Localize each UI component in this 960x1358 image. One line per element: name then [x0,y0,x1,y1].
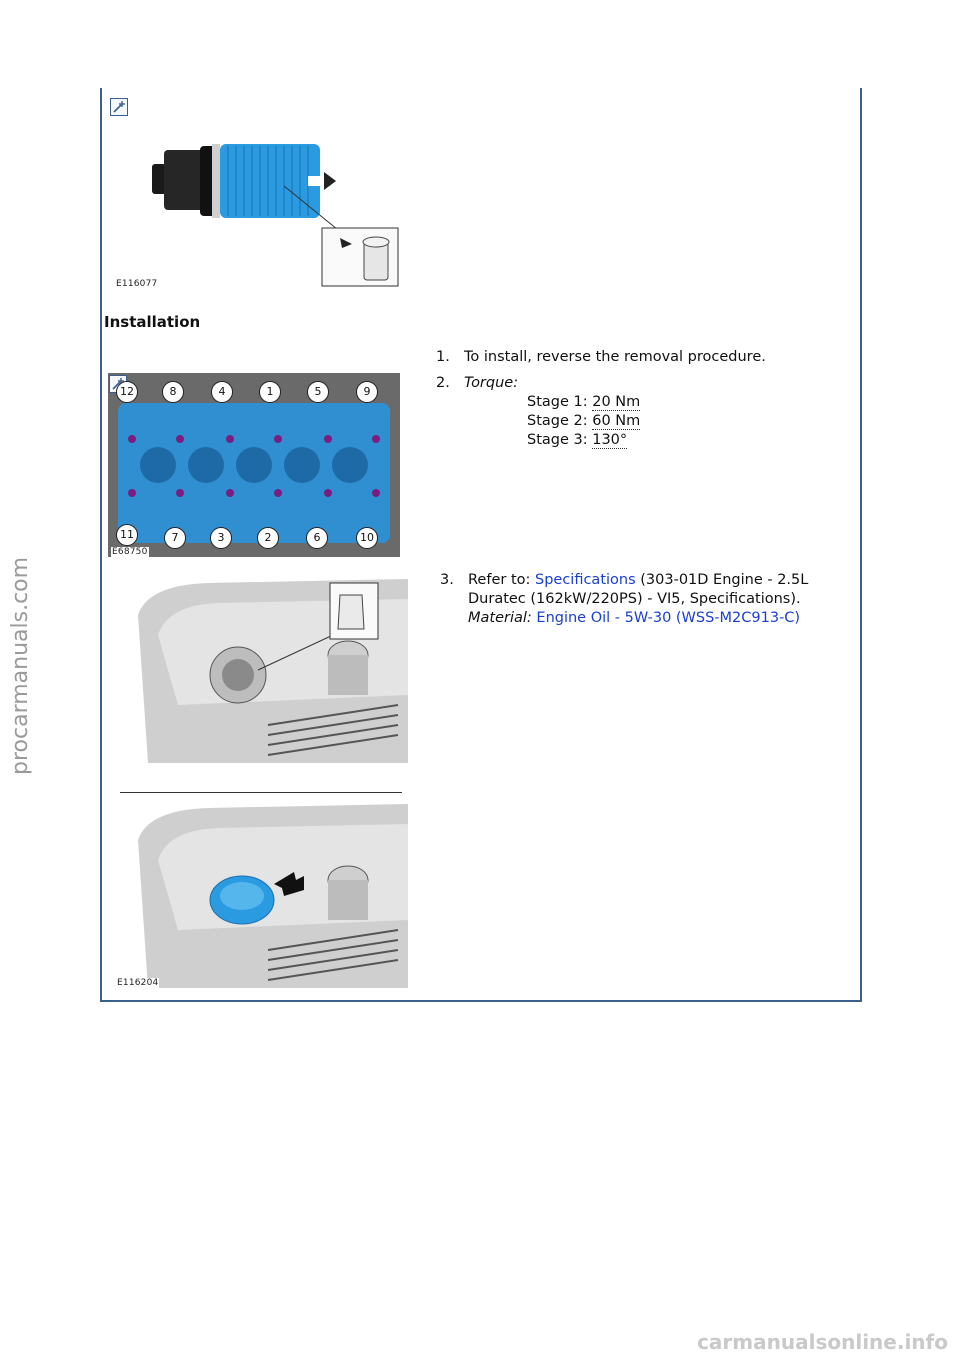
watermark-left: procarmanuals.com [8,556,33,775]
step-3: 3. Refer to: Specifications (303-01D Engine - 2.5L [440,572,809,588]
section-heading: Installation [104,313,201,331]
torque-value: 130° [592,432,628,448]
cylinder-head-illustration [108,373,400,557]
step-1 [436,348,766,367]
oil-filter-illustration [112,120,412,292]
torque-label: Torque: [464,375,519,391]
step-number: 1. [436,349,450,365]
bolt-callout: 5 [307,381,329,403]
step-3-material [468,609,800,628]
torque-value: 60 Nm [592,413,641,429]
bolt-callout: 2 [257,527,279,549]
step-2 [436,374,518,393]
step-text: To install, reverse the removal procedure. [464,349,766,365]
bolt-callout: 4 [211,381,233,403]
bolt-callout: 10 [356,527,378,549]
torque-stage-2: Stage 2: 60 Nm [527,413,641,429]
bolt-callout: 8 [162,381,184,403]
bolt-callout: 1 [259,381,281,403]
material-link[interactable]: Engine Oil - 5W-30 (WSS-M2C913-C) [536,610,801,626]
bolt-callout: 12 [116,381,138,403]
step-number: 3. [440,572,454,588]
figure-label-filter: E116077 [116,279,158,289]
bolt-callout: 3 [210,527,232,549]
step-number: 2. [436,375,450,391]
figure-label-head: E68750 [112,547,148,557]
bolt-callout: 7 [164,527,186,549]
cam-cover-oil-illustration [118,575,408,763]
specifications-link[interactable]: Specifications [535,572,636,588]
material-label: Material: [468,610,532,626]
bolt-callout: 11 [116,524,138,546]
bolt-callout: 6 [306,527,328,549]
watermark-bottom: carmanualsonline.info [697,1330,948,1354]
torque-stage-1: Stage 1: 20 Nm [527,394,641,410]
step-3-line-2: Duratec (162kW/220PS) - VI5, Specifications). [468,591,801,607]
torque-stage-3: Stage 3: 130° [527,432,628,448]
figure-label-cap: E116204 [117,978,159,988]
torque-value: 20 Nm [592,394,641,410]
divider [120,792,402,793]
zoom-icon[interactable] [110,98,128,116]
bolt-callout: 9 [356,381,378,403]
oil-cap-illustration [118,800,408,988]
